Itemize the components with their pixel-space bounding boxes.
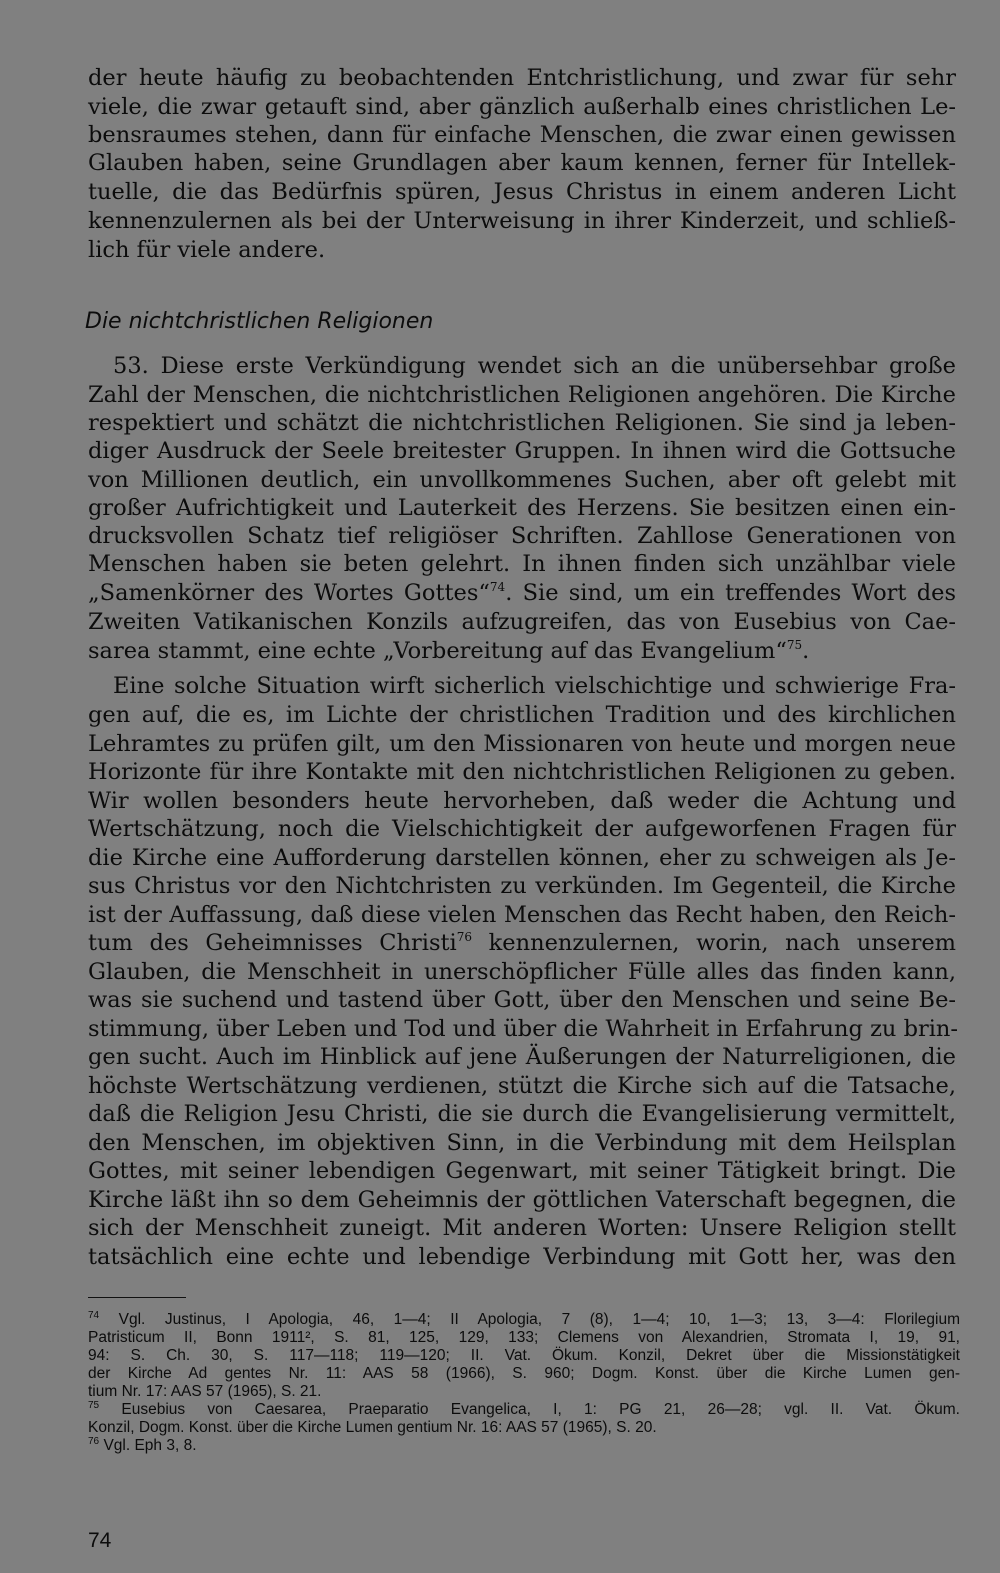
footnote-text-line: Konzil, Dogm. Konst. über die Kirche Lumen gentium Nr. 16: AAS 57 (1965), S. 20. [88, 1419, 657, 1436]
body-text-line: großer Aufrichtigkeit und Lauterkeit des Herzens. Sie besitzen einen ein- [88, 495, 956, 521]
footnote-76 [88, 1438, 960, 1455]
body-text-span: tum des Geheimnisses Christi [88, 930, 457, 956]
footnote-divider [88, 1297, 186, 1298]
body-text-line: viele, die zwar getauft sind, aber gänzlich außerhalb eines christlichen Le- [88, 94, 956, 120]
body-text-line: die Kirche eine Aufforderung darstellen können, eher zu schweigen als Je- [88, 845, 956, 871]
body-text-span: „Samenkörner des Wortes Gottes“ [88, 580, 490, 606]
footnote-text-line: 94: S. Ch. 30, S. 117—118; 119—120; II. Vat. Ökum. Konzil, Dekret über die Missionstätigkeit [88, 1347, 960, 1364]
body-text-line: diger Ausdruck der Seele breitester Gruppen. In ihnen wird die Gottsuche [88, 438, 956, 464]
footnote-reference: 76 [456, 930, 473, 944]
footnote-text-line: tium Nr. 17: AAS 57 (1965), S. 21. [88, 1383, 322, 1400]
body-text-line: Zweiten Vatikanischen Konzils aufzugreifen, das von Eusebius von Cae- [88, 609, 956, 635]
footnote-74 [88, 1312, 960, 1329]
body-text-span: . Sie sind, um ein treffendes Wort des [505, 580, 956, 606]
body-text-line: Gottes, mit seiner lebendigen Gegenwart, mit seiner Tätigkeit bringt. Die [88, 1158, 956, 1184]
footnote-marker: 75 [88, 1400, 100, 1411]
body-text-span: . [802, 638, 810, 664]
body-text-line [88, 579, 956, 607]
footnote-reference: 74 [489, 580, 506, 594]
page-number: 74 [88, 1529, 112, 1552]
footnote-text: Vgl. Justinus, I Apologia, 46, 1—4; II Apologia, 7 (8), 1—4; 10, 1—3; 13, 3—4: Florilegium [118, 1311, 961, 1328]
body-text-line: was sie suchend und tastend über Gott, über den Menschen und seine Be- [88, 987, 956, 1013]
body-text-line: von Millionen deutlich, ein unvollkommenes Suchen, aber oft gelebt mit [88, 467, 956, 493]
body-text-line: Glauben haben, seine Grundlagen aber kaum kennen, ferner für Intellek- [88, 150, 956, 176]
body-text-line: der heute häufig zu beobachtenden Entchristlichung, und zwar für sehr [88, 65, 956, 91]
body-text-line [88, 929, 956, 957]
body-text-line: lich für viele andere. [88, 237, 326, 263]
body-text-line: drucksvollen Schatz tief religiöser Schriften. Zahllose Generationen von [88, 523, 956, 549]
body-text-span: sarea stammt, eine echte „Vorbereitung auf das Evangelium“ [88, 638, 787, 664]
footnote-text-line: der Kirche Ad gentes Nr. 11: AAS 58 (1966), S. 960; Dogm. Konst. über die Kirche Lumen gen- [88, 1365, 960, 1382]
footnote-text: Vgl. Eph 3, 8. [103, 1437, 197, 1454]
body-text-line: den Menschen, im objektiven Sinn, in die Verbindung mit dem Heilsplan [88, 1130, 956, 1156]
body-text-line: tatsächlich eine echte und lebendige Verbindung mit Gott her, was den [88, 1244, 956, 1270]
body-text-line: sich der Menschheit zuneigt. Mit anderen Worten: Unsere Religion stellt [88, 1215, 956, 1241]
body-text-line: Menschen haben sie beten gelehrt. In ihnen finden sich unzählbar viele [88, 551, 956, 577]
body-text-line: Lehramtes zu prüfen gilt, um den Missionaren von heute und morgen neue [88, 731, 956, 757]
body-text-line: tuelle, die das Bedürfnis spüren, Jesus Christus in einem anderen Licht [88, 179, 956, 205]
body-text-line: Kirche läßt ihn so dem Geheimnis der göttlichen Vaterschaft begegnen, die [88, 1187, 956, 1213]
footnote-reference: 75 [786, 638, 803, 652]
footnote-marker: 76 [88, 1436, 100, 1447]
body-text-line: höchste Wertschätzung verdienen, stützt die Kirche sich auf die Tatsache, [88, 1073, 956, 1099]
body-text-line: kennenzulernen als bei der Unterweisung in ihrer Kinderzeit, und schließ- [88, 208, 956, 234]
footnote-marker: 74 [88, 1310, 100, 1321]
body-text-line: Wir wollen besonders heute hervorheben, daß weder die Achtung und [88, 788, 956, 814]
body-text-line: bensraumes stehen, dann für einfache Menschen, die zwar einen gewissen [88, 122, 956, 148]
body-text-line: Eine solche Situation wirft sicherlich vielschichtige und schwierige Fra- [113, 673, 956, 699]
footnote-text-line: Patristicum II, Bonn 1911², S. 81, 125, 129, 133; Clemens von Alexandrien, Stromata I, 19, 91, [88, 1329, 960, 1346]
body-text-line [88, 637, 956, 665]
footnote-text: Eusebius von Caesarea, Praeparatio Evangelica, I, 1: PG 21, 26—28; vgl. II. Vat. Ökum. [121, 1401, 960, 1418]
body-text-line: gen auf, die es, im Lichte der christlichen Tradition und des kirchlichen [88, 702, 956, 728]
body-text-line: Zahl der Menschen, die nichtchristlichen Religionen angehören. Die Kirche [88, 382, 956, 408]
section-heading: Die nichtchristlichen Religionen [85, 309, 434, 334]
body-text-line: Glauben, die Menschheit in unerschöpflicher Fülle alles das finden kann, [88, 959, 956, 985]
body-text-line: Wertschätzung, noch die Vielschichtigkeit der aufgeworfenen Fragen für [88, 816, 956, 842]
body-text-line: ist der Auffassung, daß diese vielen Menschen das Recht haben, den Reich- [88, 902, 956, 928]
body-text-line: stimmung, über Leben und Tod und über die Wahrheit in Erfahrung zu brin- [88, 1016, 959, 1042]
body-text-line: gen sucht. Auch im Hinblick auf jene Äußerungen der Naturreligionen, die [88, 1044, 956, 1070]
body-text-line: sus Christus vor den Nichtchristen zu verkünden. Im Gegenteil, die Kirche [88, 873, 956, 899]
footnote-75 [88, 1402, 960, 1419]
body-text-line: respektiert und schätzt die nichtchristlichen Religionen. Sie sind ja leben- [88, 410, 956, 436]
body-text-line: 53. Diese erste Verkündigung wendet sich an die unübersehbar große [113, 353, 956, 379]
body-text-line: Horizonte für ihre Kontakte mit den nichtchristlichen Religionen zu geben. [88, 759, 956, 785]
body-text-line: daß die Religion Jesu Christi, die sie durch die Evangelisierung vermittelt, [88, 1101, 956, 1127]
body-text-span: kennenzulernen, worin, nach unserem [472, 930, 956, 956]
